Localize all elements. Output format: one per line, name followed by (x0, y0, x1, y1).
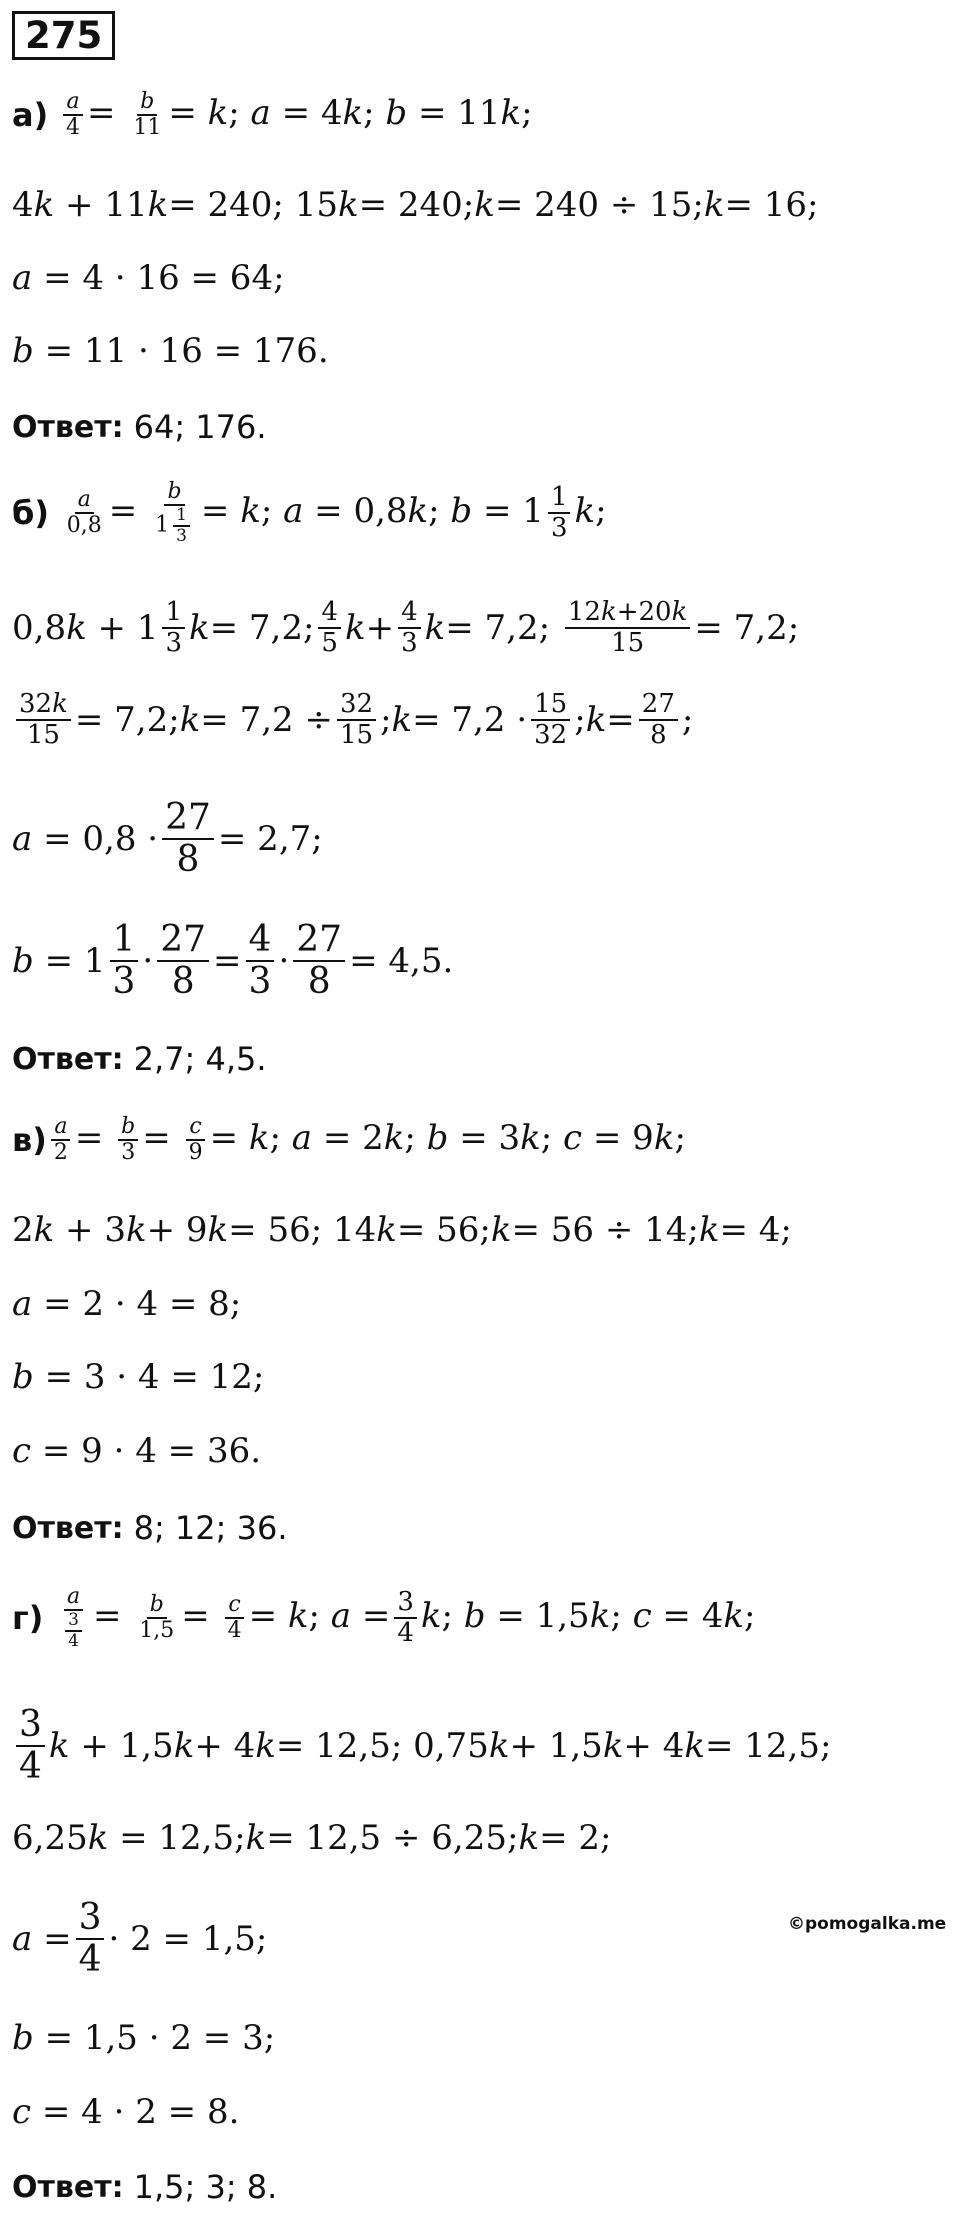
part-v-line-3: a = 2 · 4 = 8; (12, 1284, 242, 1324)
answer-value: 1,5; 3; 8. (133, 2168, 278, 2206)
problem-number: 275 (12, 11, 115, 60)
answer-label: Ответ: (12, 1041, 124, 1077)
answer-value: 2,7; 4,5. (133, 1040, 267, 1078)
part-a-answer (12, 408, 267, 446)
part-a-line-1: а) $\frac{a}{4}$ = $\frac{b}{11}$ = k; a = 4k; b = 11k; (12, 89, 533, 141)
part-g-line-6: c = 4 · 2 = 8. (12, 2092, 240, 2132)
part-g-line-5: b = 1,5 · 2 = 3; (12, 2018, 276, 2058)
answer-label: Ответ: (12, 1510, 124, 1546)
watermark: ©pomogalka.me (788, 1914, 947, 1934)
answer-label: Ответ: (12, 409, 124, 445)
part-v-line-4: b = 3 · 4 = 12; (12, 1357, 265, 1397)
part-a-line-3: a = 4 · 16 = 64; (12, 258, 285, 298)
part-g-label: г) (12, 1598, 44, 1637)
part-b-line-1: б) $\frac{a}{0,8}$ = b 1 $\frac{1}{3}$ = k; a = 0,8k; b = 1 $\frac{1}{3}$ k; (12, 479, 607, 546)
part-b-line-3: $\frac{32k}{15}$ = 7,2; k = 7,2 ÷ $\frac{32}{15}$ ; k = 7,2 · $\frac{15}{32}$ ; k = $\frac{27}{8}$ ; (12, 690, 693, 749)
part-b-answer (12, 1040, 267, 1078)
part-b-line-5: b = 1 $\frac{1}{3}$ · $\frac{27}{8}$ = $\frac{4}{3}$ · $\frac{27}{8}$ = 4,5. (12, 919, 454, 1002)
part-b-line-4: a = 0,8 · $\frac{27}{8}$ = 2,7; (12, 797, 323, 880)
part-a-line-2: 4 k + 11 k = 240; 15 k = 240; k = 240 ÷ 15; k = 16; (12, 185, 819, 225)
part-a-label: а) (12, 96, 49, 135)
part-v-answer (12, 1509, 287, 1547)
answer-value: 8; 12; 36. (133, 1509, 288, 1547)
answer-label: Ответ: (12, 2169, 124, 2205)
part-v-label: в) (12, 1121, 47, 1160)
part-g-line-1: г) $\frac{a}{\frac{3}{4}}$ = $\frac{b}{1,5}$ = $\frac{c}{4}$ = k; a = $\frac{3}{4}$ k; b = 1,5k; c = 4k; (12, 1584, 756, 1651)
part-a-line-4: b = 11 · 16 = 176. (12, 331, 329, 371)
part-v-line-2: 2 k + 3 k + 9 k = 56; 14 k = 56; k = 56 ÷ 14; k = 4; (12, 1210, 792, 1250)
part-b-label: б) (12, 493, 49, 532)
answer-value: 64; 176. (133, 408, 267, 446)
part-g-line-2: $\frac{3}{4}$ k + 1,5 k + 4 k = 12,5; 0,75 k + 1,5 k + 4 k = 12,5; (12, 1705, 831, 1786)
part-v-line-5: c = 9 · 4 = 36. (12, 1431, 262, 1471)
part-b-line-2: 0,8 k + 1 $\frac{1}{3}$ k = 7,2; $\frac{4}{5}$ k + $\frac{4}{3}$ k = 7,2; $\frac{12k+20k}{15}$ = 7,2; (12, 597, 800, 658)
part-g-line-3: 6,25 k = 12,5; k = 12,5 ÷ 6,25; k = 2; (12, 1818, 612, 1858)
part-v-line-1: в) $\frac{a}{2}$ = $\frac{b}{3}$ = $\frac{c}{9}$ = k; a = 2k; b = 3k; c = 9k; (12, 1114, 686, 1166)
part-g-answer (12, 2168, 277, 2206)
part-g-line-4: a = $\frac{3}{4}$ · 2 = 1,5; (12, 1897, 268, 1980)
